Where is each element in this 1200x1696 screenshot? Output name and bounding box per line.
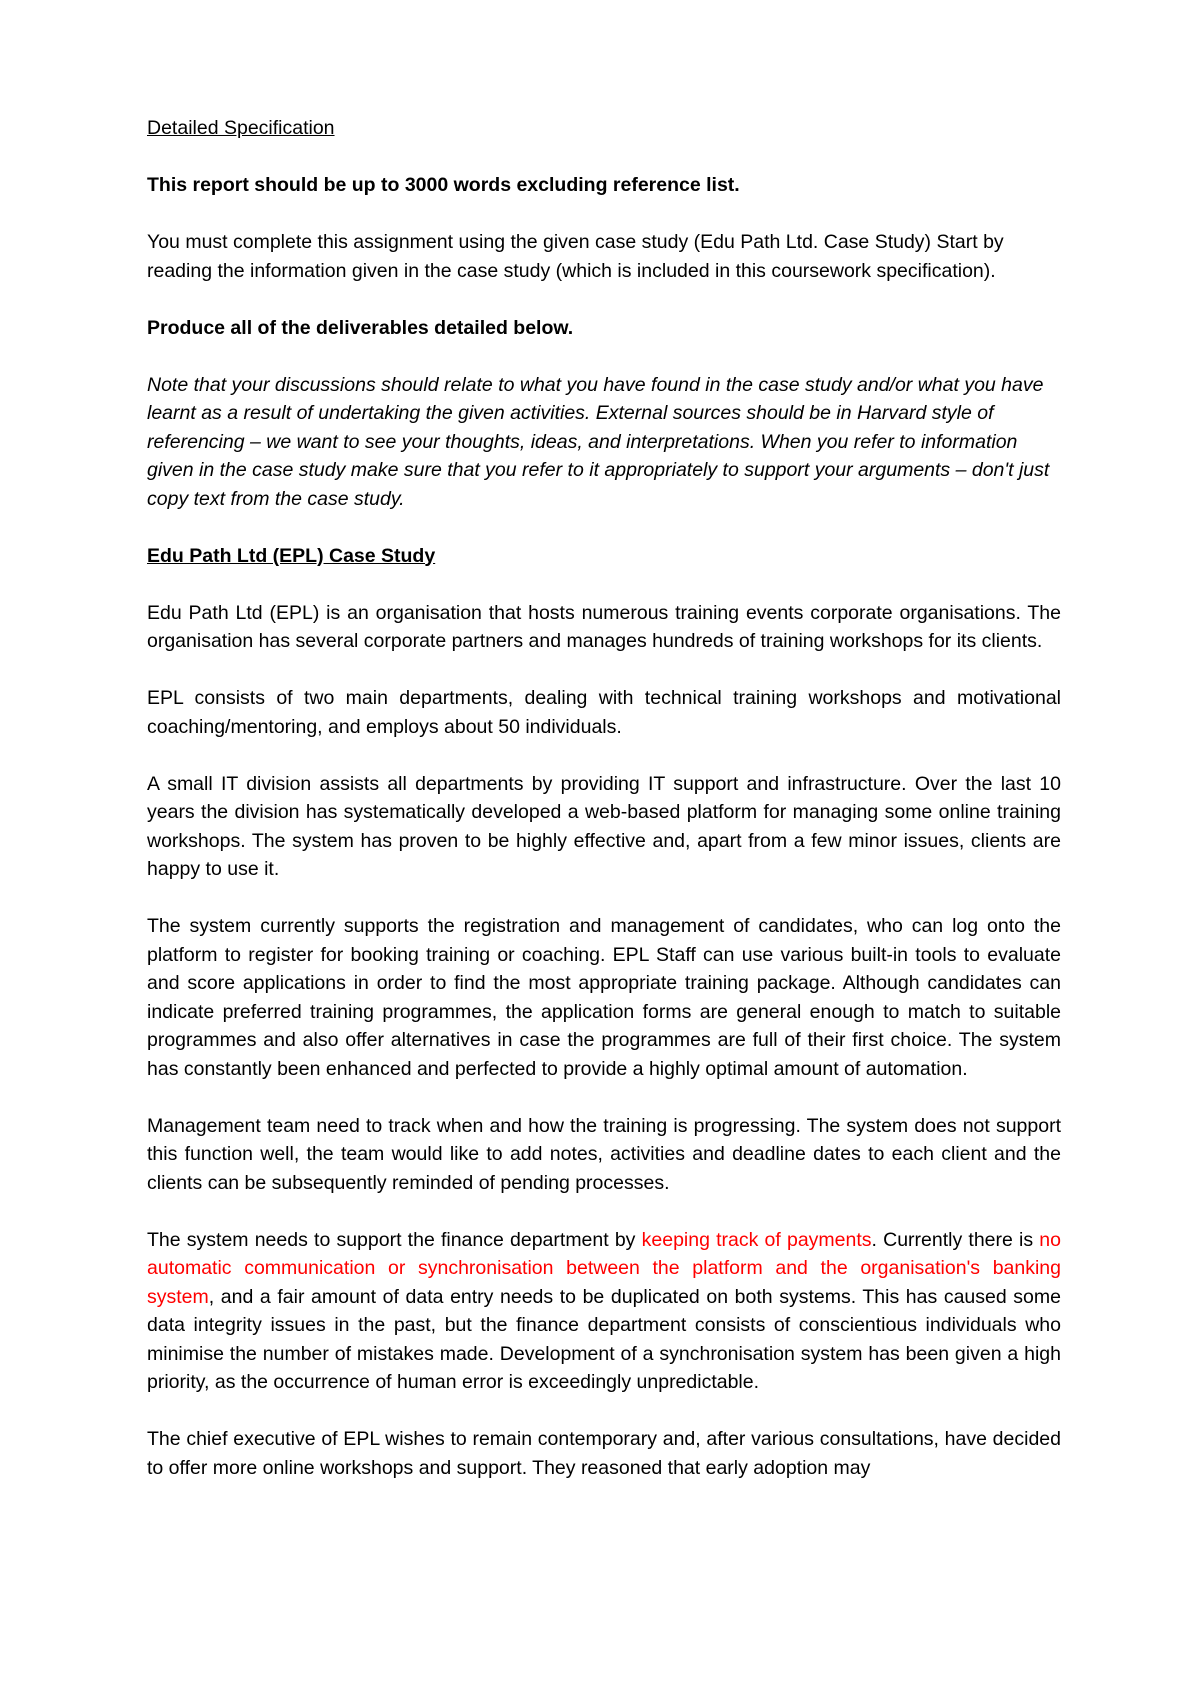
spec-heading: Detailed Specification	[147, 117, 335, 139]
case-paragraph-5: Management team need to track when and how the training is progressing. The system does not support this function well, the team would like to add notes, activities and deadline dates to each client and the clients can be subsequently reminded of pending processes.	[147, 1114, 1061, 1194]
case-paragraph-7: The chief executive of EPL wishes to remain contemporary and, after various consultations, have decided to offer more online workshops and support. They reasoned that early adoption may	[147, 1428, 1061, 1479]
case-paragraph-4: The system currently supports the registration and management of candidates, who can log onto the platform to register for booking training or coaching. EPL Staff can use various built-in tools to evaluate and score applications in order to find the most appropriate training package. Although candidates can indicate preferred training programmes, the application forms are general enough to match to suitable programmes and also offer alternatives in case the programmes are full of their first choice. The system has constantly been enhanced and perfected to provide a highly optimal amount of automation.	[147, 915, 1061, 1080]
word-limit-statement: This report should be up to 3000 words excluding reference list.	[147, 174, 740, 196]
p6-text-e: , and a fair amount of data entry needs to be duplicated on both systems. This has caused some data integrity issues in the past, but the finance department consists of conscientious individuals who minimise the number of mistakes made. Development of a synchronisation system has been given a high priority, as the occurrence of human error is exceedingly unpredictable.	[147, 1285, 1061, 1393]
case-paragraph-3: A small IT division assists all departments by providing IT support and infrastructure. Over the last 10 years the division has systematically developed a web-based platform for managing some online training workshops. The system has proven to be highly effective and, apart from a few minor issues, clients are happy to use it.	[147, 772, 1061, 880]
document-page	[147, 114, 1061, 1511]
case-study-title: Edu Path Ltd (EPL) Case Study	[147, 544, 436, 567]
p6-text-a: The system needs to support the finance department by	[147, 1228, 642, 1251]
case-paragraph-2: EPL consists of two main departments, dealing with technical training workshops and motivational coaching/mentoring, and employs about 50 individuals.	[147, 687, 1061, 738]
case-paragraph-6	[147, 1226, 1061, 1397]
case-paragraph-1: Edu Path Ltd (EPL) is an organisation that hosts numerous training events corporate organisations. The organisation has several corporate partners and manages hundreds of training workshops for its clients.	[147, 601, 1061, 652]
deliverables-statement: Produce all of the deliverables detailed below.	[147, 316, 574, 339]
p6-highlight-payments: keeping track of payments	[641, 1228, 872, 1251]
p6-highlight-synchronisation: no automatic communication or synchronisation between the platform and the organisation's banking system	[147, 1228, 1061, 1308]
p6-text-c: . Currently there is	[871, 1228, 1040, 1251]
note-paragraph: Note that your discussions should relate to what you have found in the case study and/or what you have learnt as a result of undertaking the given activities. External sources should be in Harvard style of referencing – we want to see your thoughts, ideas, and interpretations. When you refer to information given in the case study make sure that you refer to it appropriately to support your arguments – don't just copy text from the case study.	[147, 373, 1050, 510]
intro-paragraph: You must complete this assignment using the given case study (Edu Path Ltd. Case Study) Start by reading the information given in the case study (which is included in this coursework specification).	[147, 231, 1004, 282]
